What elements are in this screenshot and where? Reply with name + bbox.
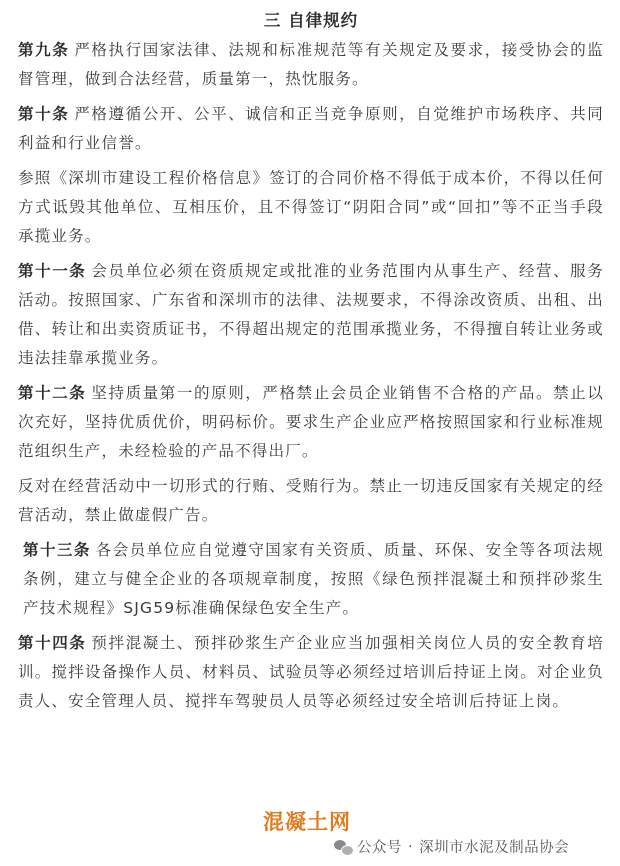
article-text: 严格遵循公开、公平、诚信和正当竞争原则，自觉维护市场秩序、共同利益和行业信誉。: [18, 105, 605, 152]
article-9: [18, 36, 604, 94]
article-10: [18, 100, 604, 158]
article-text: 坚持质量第一的原则，严格禁止会员企业销售不合格的产品。禁止以次充好，坚持优质优价，明码标价。要求生产企业应严格按照国家和行业标准规范组织生产，未经检验的产品不得出厂。: [18, 384, 604, 460]
watermark-account: [334, 836, 569, 857]
article-10-supplement: [18, 164, 604, 251]
document-body: [18, 6, 604, 722]
article-text: 预拌混凝土、预拌砂浆生产企业应当加强相关岗位人员的安全教育培训。搅拌设备操作人员、材料员、试验员等必须经过培训后持证上岗。对企业负责人、安全管理人员、搅拌车驾驶员人员等必须经过安全培训后持证上岗。: [18, 634, 604, 710]
article-14: [18, 629, 604, 716]
separator: ·: [408, 838, 414, 855]
article-label: 第十一条: [18, 262, 87, 280]
article-12: [18, 379, 604, 466]
article-12-supplement: [18, 472, 604, 530]
article-13: [18, 536, 604, 623]
section-heading: 三 自律规约: [263, 11, 359, 30]
article-text: 会员单位必须在资质规定或批准的业务范围内从事生产、经营、服务活动。按照国家、广东省和深圳市的法律、法规要求，不得涂改资质、出租、出借、转让和出卖资质证书，不得超出规定的范围承揽业务，不得擅自转让业务或违法挂靠承揽业务。: [18, 262, 604, 367]
channel-label: 公众号: [357, 840, 402, 856]
article-label: 第九条: [18, 41, 70, 59]
watermark-logo: 混凝土网: [263, 809, 351, 834]
wechat-icon: [334, 839, 352, 855]
article-11: [18, 257, 604, 373]
article-label: 第十三条: [23, 541, 91, 559]
article-label: 第十二条: [18, 384, 87, 402]
article-label: 第十条: [18, 105, 70, 123]
article-label: 第十四条: [18, 634, 87, 652]
account-name: 深圳市水泥及制品协会: [419, 840, 570, 856]
article-text: 反对在经营活动中一切形式的行贿、受贿行为。禁止一切违反国家有关规定的经营活动，禁止做虚假广告。: [18, 477, 604, 524]
article-text: 参照《深圳市建设工程价格信息》签订的合同价格不得低于成本价，不得以任何方式诋毁其他单位、互相压价，且不得签订“阴阳合同”或“回扣”等不正当手段承揽业务。: [18, 169, 604, 245]
article-text: 各会员单位应自觉遵守国家有关资质、质量、环保、安全等各项法规条例，建立与健全企业的各项规章制度，按照《绿色预拌混凝土和预拌砂浆生产技术规程》SJG59标准确保绿色安全生产。: [23, 541, 604, 617]
article-text: 严格执行国家法律、法规和标准规范等有关规定及要求，接受协会的监督管理，做到合法经营，质量第一，热忱服务。: [18, 41, 605, 88]
